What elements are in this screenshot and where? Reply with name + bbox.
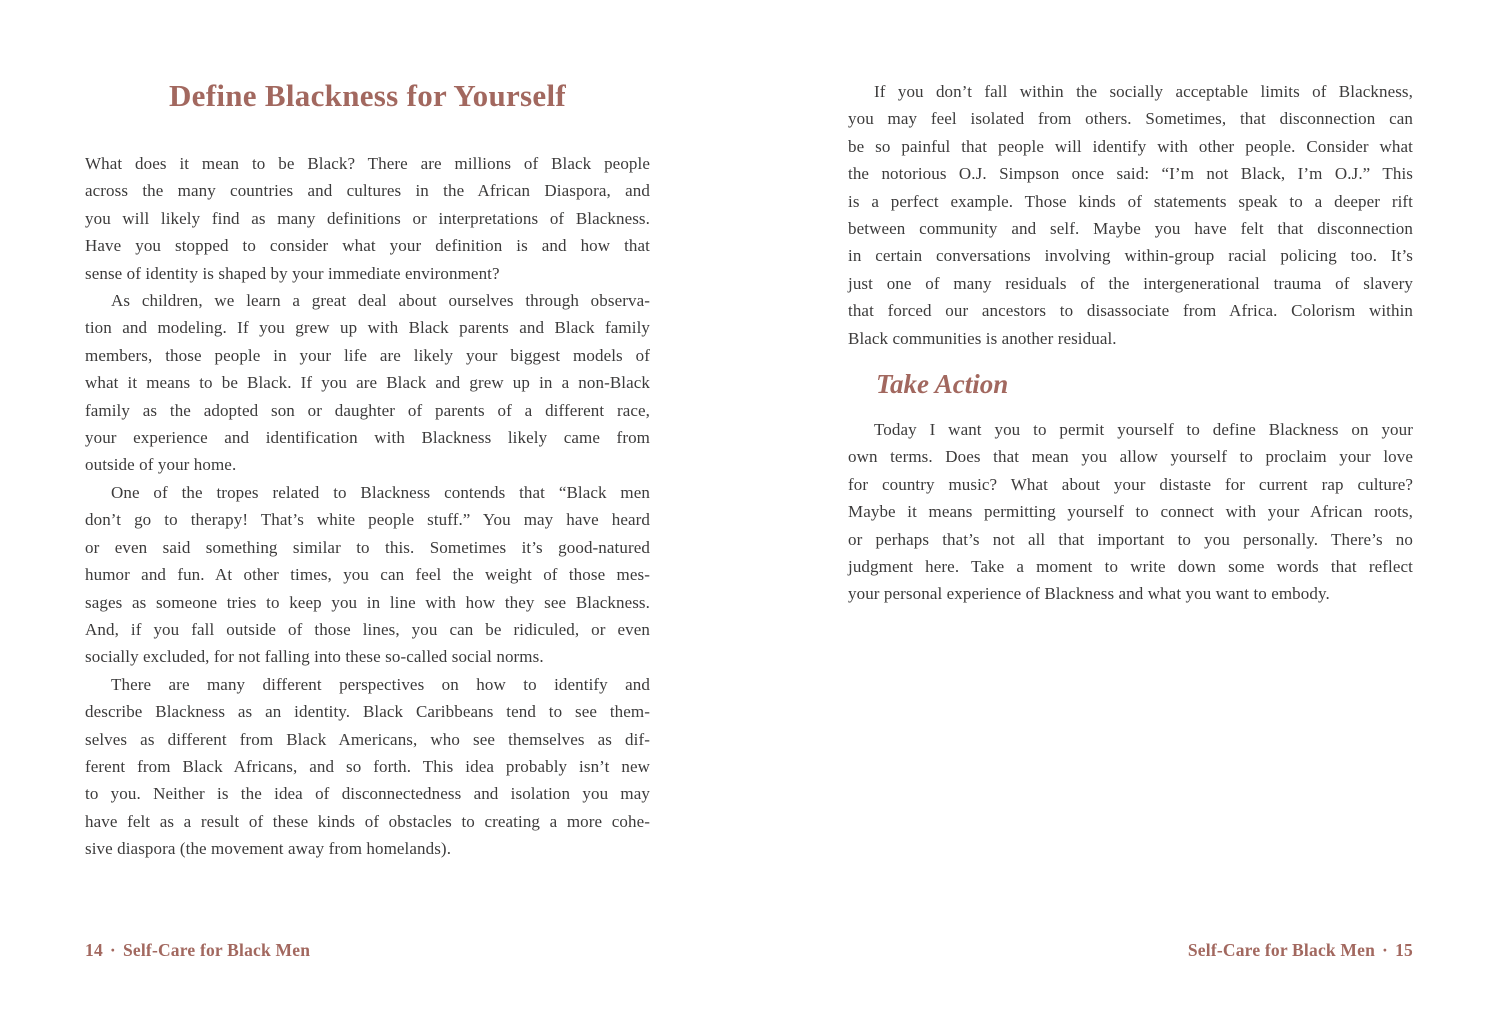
text-line: describe Blackness as an identity. Black Caribbeans tend to see them- bbox=[85, 702, 650, 722]
take-action-heading: Take Action bbox=[876, 369, 1009, 399]
text-line: sages as someone tries to keep you in line with how they see Blackness. bbox=[85, 592, 650, 612]
text-line: sive diaspora (the movement away from homelands). bbox=[85, 839, 452, 859]
text-line: Maybe it means permitting yourself to connect with your African roots, bbox=[848, 502, 1413, 522]
text-line: be so painful that people will identify with other people. Consider what bbox=[848, 136, 1413, 156]
text-line: what it means to be Black. If you are Black and grew up in a non-Black bbox=[85, 373, 650, 393]
footer-separator: · bbox=[109, 940, 116, 960]
text-line: humor and fun. At other times, you can feel the weight of those mes- bbox=[85, 565, 650, 585]
page-left-footer bbox=[85, 940, 650, 961]
chapter-title: Define Blackness for Yourself bbox=[168, 78, 567, 113]
text-line: own terms. Does that mean you allow yourself to proclaim your love bbox=[848, 447, 1413, 467]
text-line: Have you stopped to consider what your definition is and how that bbox=[85, 236, 650, 256]
text-line: your personal experience of Blackness and what you want to embody. bbox=[848, 584, 1330, 604]
text-line: As children, we learn a great deal about ourselves through observa- bbox=[111, 291, 650, 311]
text-line: you may feel isolated from others. Sometimes, that disconnection can bbox=[848, 109, 1413, 129]
text-line: the notorious O.J. Simpson once said: “I’m not Black, I’m O.J.” This bbox=[848, 164, 1413, 184]
text-line: judgment here. Take a moment to write down some words that reflect bbox=[848, 557, 1413, 577]
text-line: One of the tropes related to Blackness contends that “Black men bbox=[111, 482, 650, 502]
page-left-body bbox=[85, 150, 650, 863]
text-line: across the many countries and cultures in the African Diaspora, and bbox=[85, 181, 650, 201]
text-line: for country music? What about your distaste for current rap culture? bbox=[848, 474, 1413, 494]
footer-separator: · bbox=[1382, 940, 1389, 960]
text-line: tion and modeling. If you grew up with Black parents and Black family bbox=[85, 318, 650, 338]
text-line: have felt as a result of these kinds of obstacles to creating a more cohe- bbox=[85, 811, 650, 831]
text-line: Today I want you to permit yourself to define Blackness on your bbox=[874, 420, 1413, 439]
text-line: or even said something similar to this. Sometimes it’s good-natured bbox=[85, 537, 650, 557]
text-line: What does it mean to be Black? There are millions of Black people bbox=[85, 154, 650, 173]
text-line: There are many different perspectives on how to identify and bbox=[111, 674, 650, 694]
text-line: your experience and identification with Blackness likely came from bbox=[85, 428, 650, 448]
text-line: selves as different from Black Americans, who see themselves as dif- bbox=[85, 729, 650, 749]
paragraph bbox=[848, 416, 1413, 608]
page-right-body-bottom bbox=[848, 416, 1413, 608]
text-line: is a perfect example. Those kinds of statements speak to a deeper rift bbox=[848, 191, 1413, 211]
text-line: outside of your home. bbox=[85, 455, 237, 475]
paragraph bbox=[85, 150, 650, 287]
text-line: between community and self. Maybe you have felt that disconnection bbox=[848, 219, 1413, 239]
text-line: that forced our ancestors to disassociate from Africa. Colorism within bbox=[848, 301, 1413, 321]
text-line: family as the adopted son or daughter of parents of a different race, bbox=[85, 400, 650, 420]
page-right bbox=[750, 0, 1500, 1023]
paragraph bbox=[848, 78, 1413, 352]
text-line: And, if you fall outside of those lines, you can be ridiculed, or even bbox=[85, 619, 650, 639]
text-line: don’t go to therapy! That’s white people stuff.” You may have heard bbox=[85, 510, 650, 530]
text-line: If you don’t fall within the socially acceptable limits of Blackness, bbox=[874, 82, 1413, 101]
page-right-body-top bbox=[848, 78, 1413, 352]
text-line: to you. Neither is the idea of disconnectedness and isolation you may bbox=[85, 784, 650, 804]
paragraph bbox=[85, 671, 650, 863]
text-line: sense of identity is shaped by your immediate environment? bbox=[85, 263, 500, 283]
page-number-left: 14 bbox=[85, 940, 103, 960]
running-book-title: Self-Care for Black Men bbox=[122, 940, 311, 960]
text-line: socially excluded, for not falling into these so-called social norms. bbox=[85, 647, 544, 667]
paragraph bbox=[85, 287, 650, 479]
text-line: or perhaps that’s not all that important to you personally. There’s no bbox=[848, 529, 1413, 549]
text-line: Black communities is another residual. bbox=[848, 328, 1117, 348]
text-line: just one of many residuals of the intergenerational trauma of slavery bbox=[848, 273, 1413, 293]
page-number-right: 15 bbox=[1395, 940, 1413, 960]
text-line: members, those people in your life are likely your biggest models of bbox=[85, 345, 650, 365]
paragraph bbox=[85, 479, 650, 671]
page-right-footer bbox=[848, 940, 1413, 961]
text-line: you will likely find as many definitions or interpretations of Blackness. bbox=[85, 208, 650, 228]
text-line: ferent from Black Africans, and so forth. This idea probably isn’t new bbox=[85, 756, 650, 776]
text-line: in certain conversations involving within-group racial policing too. It’s bbox=[848, 246, 1413, 266]
running-book-title: Self-Care for Black Men bbox=[1187, 940, 1376, 960]
